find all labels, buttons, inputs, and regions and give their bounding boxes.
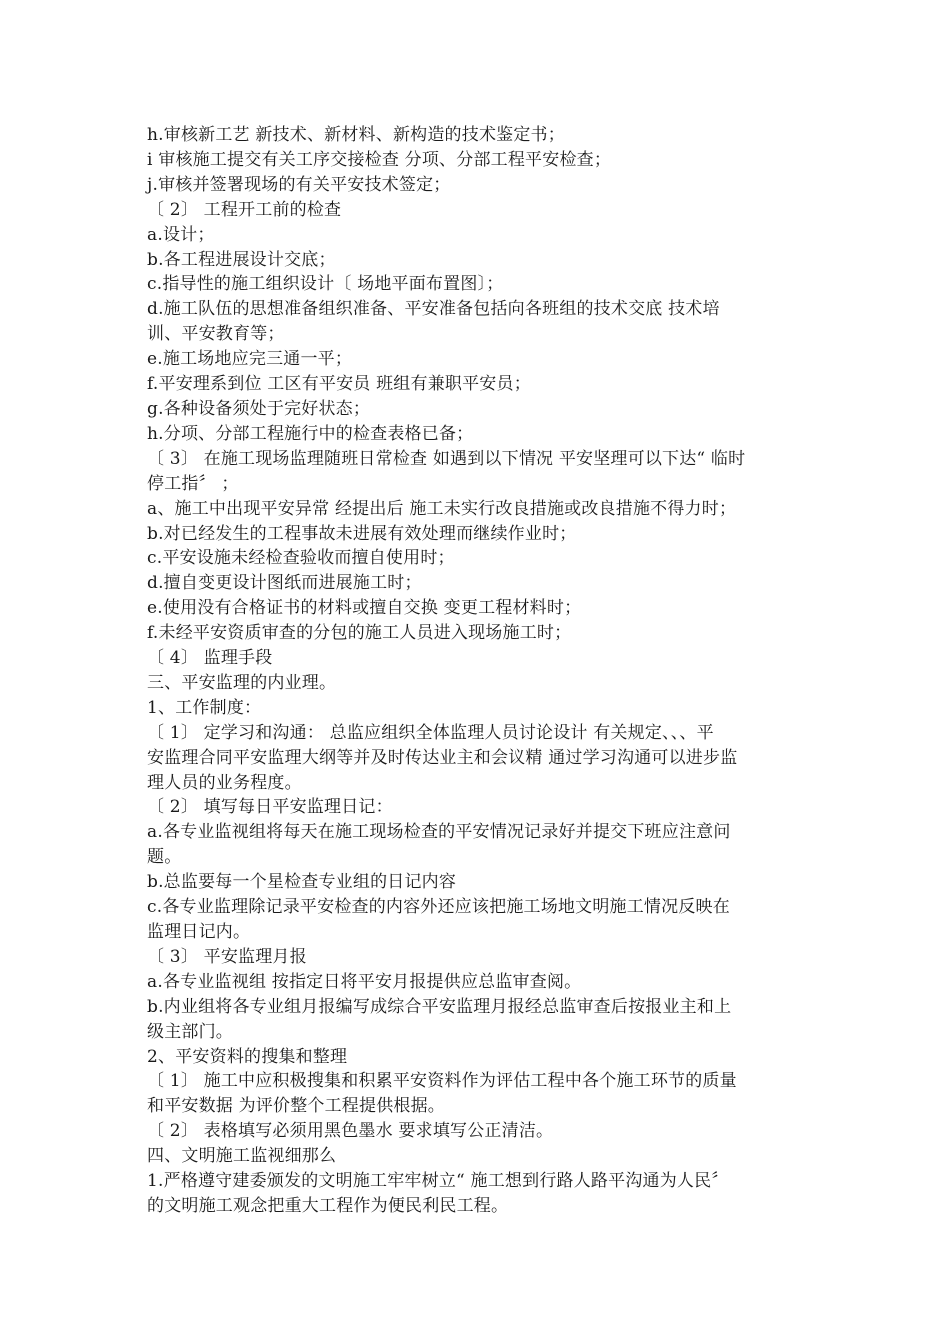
text-line: 理人员的业务程度。	[147, 772, 302, 793]
text-line: a、施工中出现平安异常 经提出后 施工未实行改良措施或改良措施不得力时；	[147, 498, 737, 519]
text-line: h.审核新工艺 新技术、新材料、新构造的技术鉴定书；	[147, 125, 565, 145]
section-heading: 〔 2〕 填写每日平安监理日记：	[147, 797, 393, 818]
text-line: 题。	[147, 847, 182, 868]
document-body	[147, 123, 807, 1219]
text-line: 的文明施工观念把重大工程作为便民利民工程。	[147, 1195, 509, 1216]
text-line: 停工指〞 ；	[147, 473, 239, 494]
section-heading: 〔 4〕 监理手段	[147, 648, 273, 669]
section-heading: 四、文明施工监视细那么	[147, 1146, 337, 1167]
text-line: a.设计；	[147, 224, 215, 245]
text-line: b.内业组将各专业组月报编写成综合平安监理月报经总监审查后按报业主和上	[147, 996, 732, 1017]
text-line: 级主部门。	[147, 1021, 233, 1042]
text-line: f.未经平安资质审查的分包的施工人员进入现场施工时；	[147, 623, 572, 644]
text-line: h.分项、分部工程施行中的检查表格已备；	[147, 423, 474, 444]
section-heading: 三、平安监理的内业理。	[147, 672, 337, 693]
text-line: e.使用没有合格证书的材料或擅自交换 变更工程材料时；	[147, 598, 582, 619]
text-line: b.总监要每一个星检查专业组的日记内容	[147, 872, 457, 893]
text-line: 安监理合同平安监理大纲等并及时传达业主和会议精 通过学习沟通可以进步监	[147, 747, 738, 768]
text-line: 和平安数据 为评价整个工程提供根据。	[147, 1096, 446, 1117]
text-line: c.各专业监理除记录平安检查的内容外还应该把施工场地文明施工情况反映在	[147, 897, 730, 918]
text-line: e.施工场地应完三通一平；	[147, 349, 353, 370]
section-heading: 〔 2〕 工程开工前的检查	[147, 199, 342, 220]
text-line: 1.严格遵守建委颁发的文明施工牢牢树立“ 施工想到行路人路平沟通为人民〞	[147, 1171, 729, 1192]
text-line: 〔 1〕 施工中应积极搜集和积累平安资料作为评估工程中各个施工环节的质量	[147, 1071, 737, 1092]
text-line: a.各专业监视组 按指定日将平安月报提供应总监审查阅。	[147, 971, 582, 992]
section-heading: 〔 3〕 在施工现场监理随班日常检查 如遇到以下情况 平安坚理可以下达“ 临时	[147, 448, 746, 469]
text-line: d.施工队伍的思想准备组织准备、平安准备包括向各班组的技术交底 技术培	[147, 299, 720, 320]
text-line: 〔 1〕 定学习和沟通： 总监应组织全体监理人员讨论设计 有关规定、、、平	[147, 722, 714, 743]
text-line: b.各工程进展设计交底；	[147, 249, 336, 270]
text-line: j.审核并签署现场的有关平安技术签定；	[147, 174, 451, 195]
section-heading: 1、工作制度：	[147, 697, 262, 718]
text-line: f.平安理系到位 工区有平安员 班组有兼职平安员；	[147, 374, 531, 395]
text-line: g.各种设备须处于完好状态；	[147, 398, 371, 419]
text-line: c.指导性的施工组织设计〔 场地平面布置图〕；	[147, 274, 504, 295]
text-line: i 审核施工提交有关工序交接检查 分项、分部工程平安检查；	[147, 149, 612, 170]
text-line: a.各专业监视组将每天在施工现场检查的平安情况记录好并提交下班应注意问	[147, 822, 731, 843]
section-heading: 〔 3〕 平安监理月报	[147, 946, 307, 967]
text-line: c.平安设施未经检查验收而擅自使用时；	[147, 548, 455, 569]
section-heading: 2、平安资料的搜集和整理	[147, 1046, 348, 1067]
text-line: 〔 2〕 表格填写必须用黑色墨水 要求填写公正清洁。	[147, 1121, 554, 1142]
text-line: 监理日记内。	[147, 922, 251, 942]
text-line: b.对已经发生的工程事故未进展有效处理而继续作业时；	[147, 523, 577, 544]
text-line: 训、平安教育等；	[147, 324, 285, 345]
text-line: d.擅自变更设计图纸而进展施工时；	[147, 573, 422, 594]
